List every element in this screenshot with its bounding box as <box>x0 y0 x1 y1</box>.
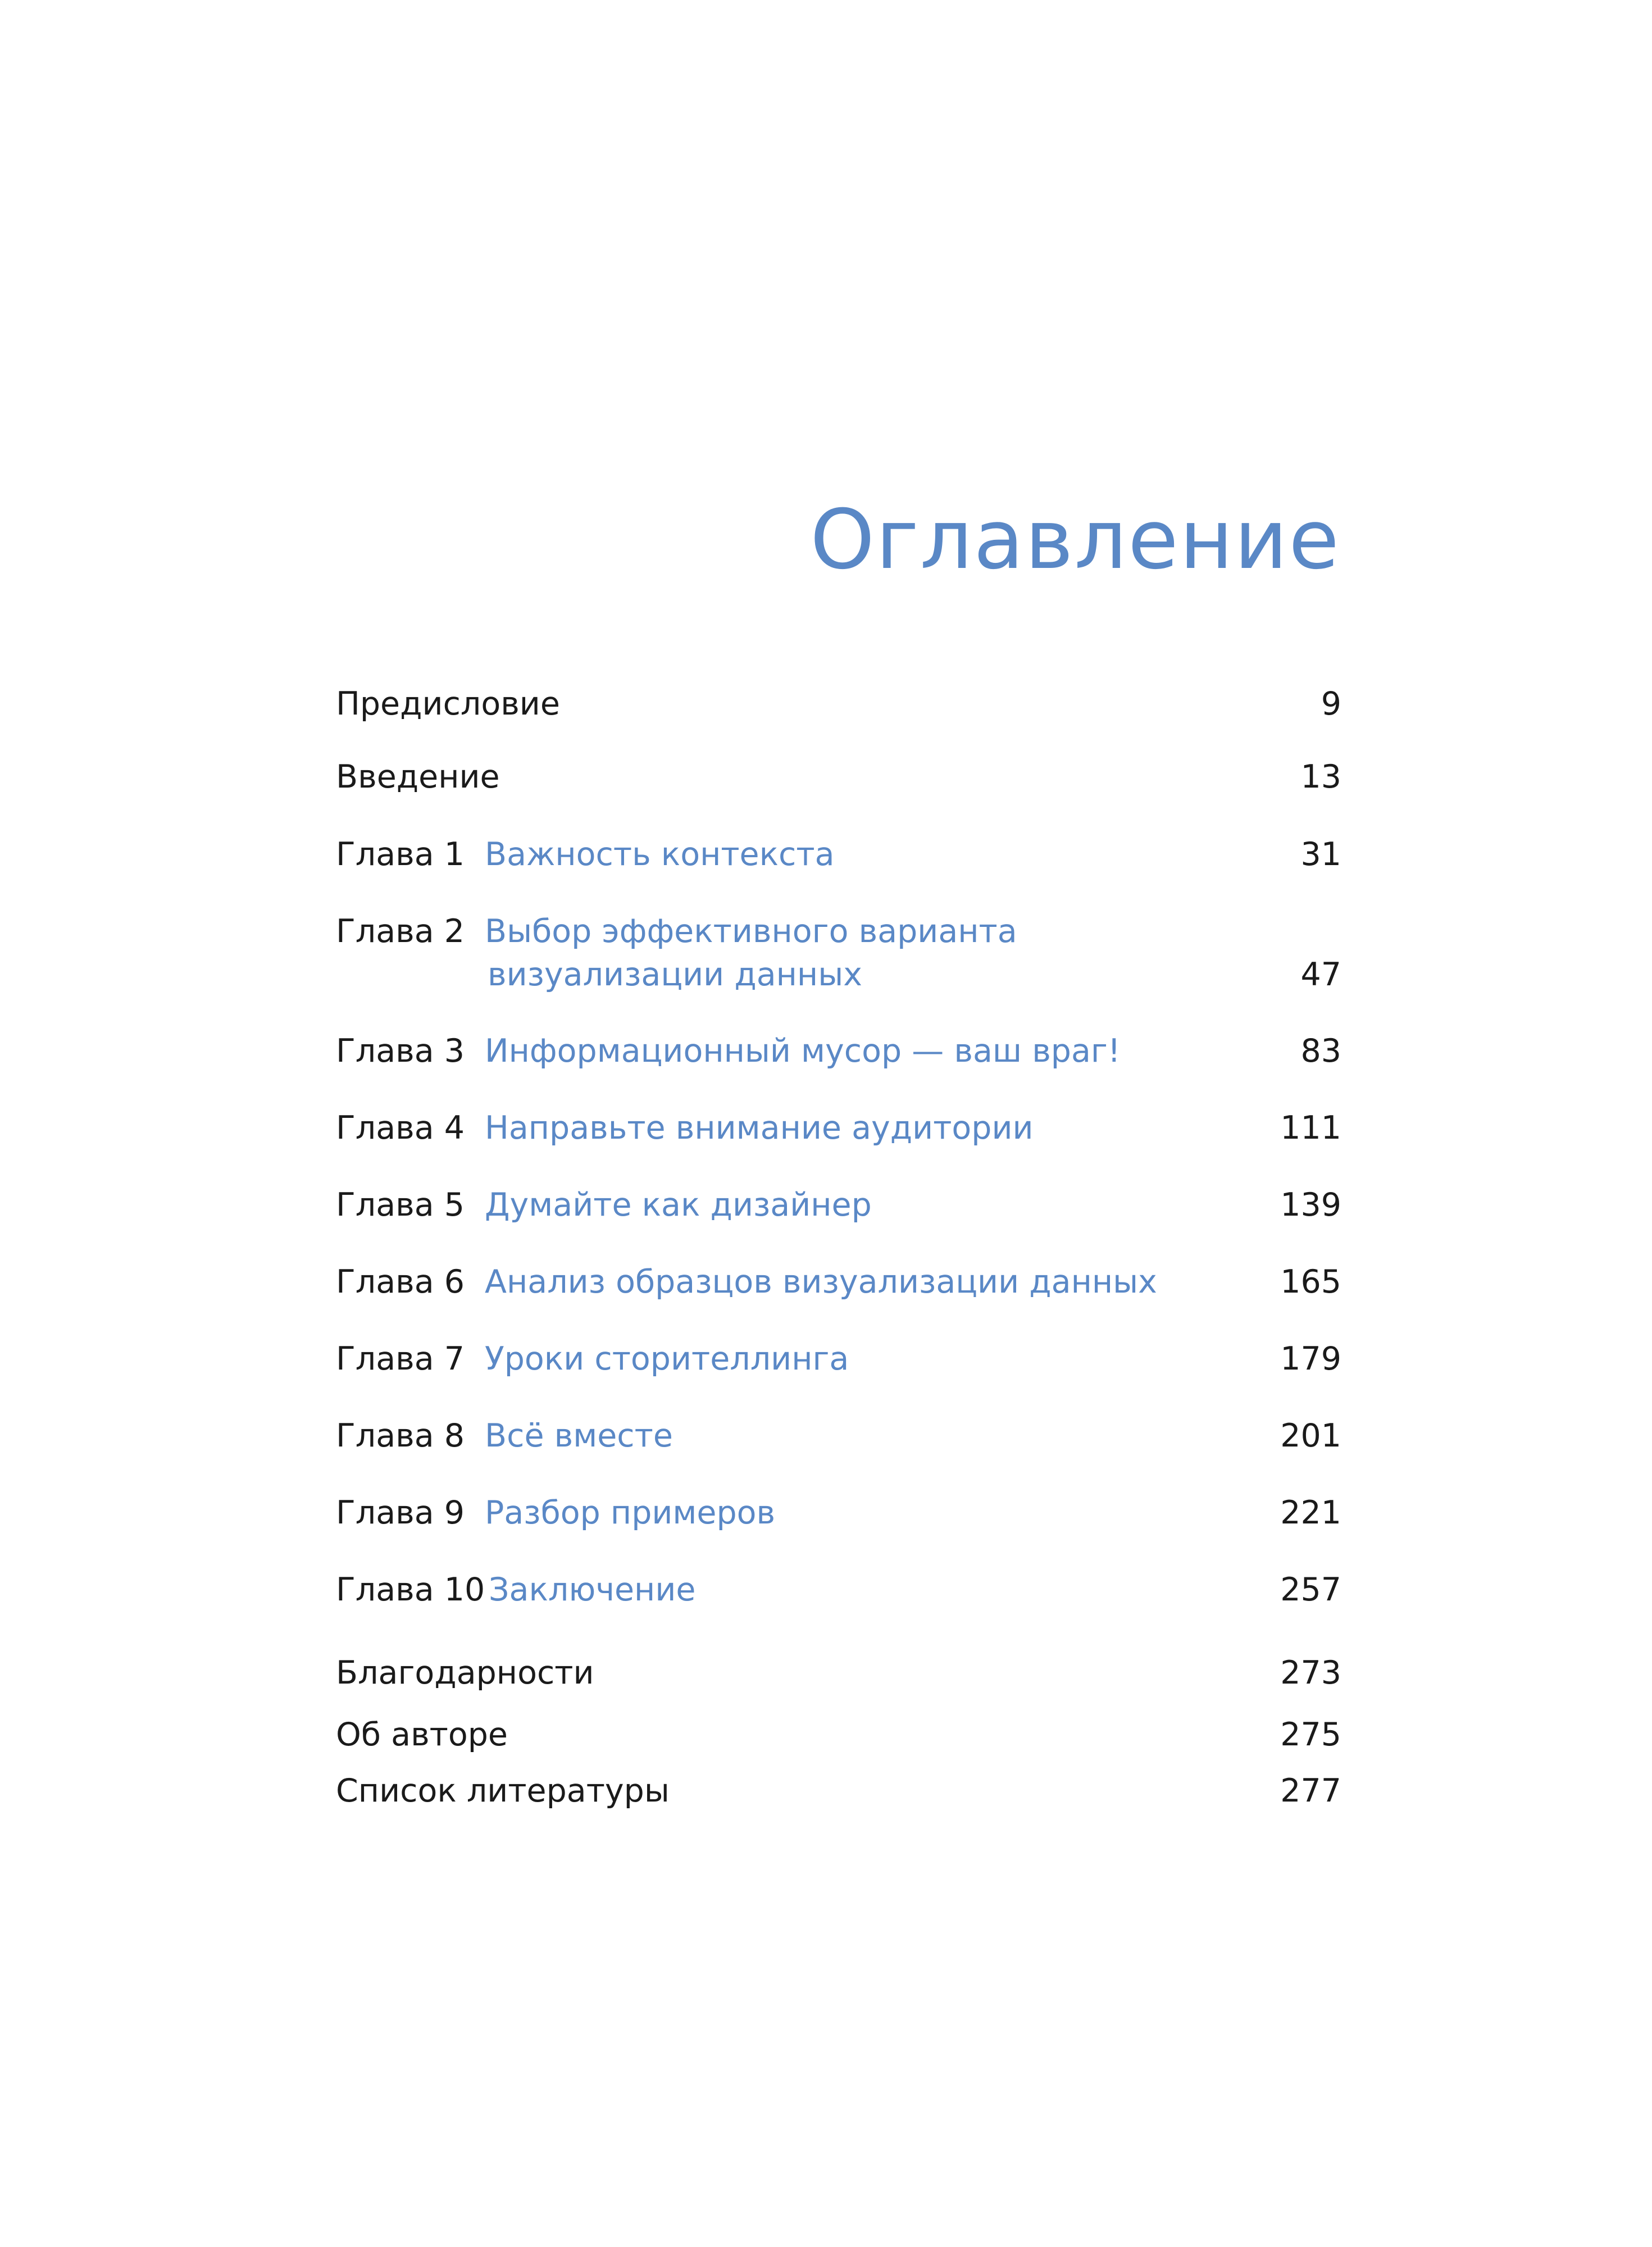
toc-entry-label: Список литературы <box>336 1772 670 1809</box>
toc-entry-page-number: 13 <box>1300 758 1341 795</box>
toc-entry-bibliography[interactable] <box>336 1772 1341 1820</box>
toc-chapter-label: Глава 1 <box>336 836 465 873</box>
toc-chapter-label: Глава 8 <box>336 1417 465 1454</box>
toc-chapter-label: Глава 6 <box>336 1263 465 1300</box>
toc-entry-chapter-9[interactable] <box>336 1494 1341 1542</box>
toc-chapter-title: Направьте внимание аудитории <box>485 1109 1034 1147</box>
toc-entry-acknowledgements[interactable] <box>336 1654 1341 1702</box>
toc-entry-page-number: 83 <box>1300 1032 1341 1070</box>
toc-entry-page-number: 201 <box>1280 1417 1341 1454</box>
toc-entry-page-number: 277 <box>1280 1772 1341 1809</box>
toc-chapter-label: Глава 2 <box>336 913 465 950</box>
toc-entry-page-number: 273 <box>1280 1654 1341 1691</box>
toc-chapter-title: Всё вместе <box>485 1417 673 1454</box>
toc-chapter-title: Анализ образцов визуализации данных <box>485 1263 1157 1300</box>
toc-chapter-label: Глава 5 <box>336 1186 465 1223</box>
toc-chapter-title: Уроки сторителлинга <box>485 1340 849 1377</box>
toc-entry-page-number: 9 <box>1321 685 1341 722</box>
toc-entry-preface[interactable] <box>336 685 1341 733</box>
toc-entry-chapter-2[interactable] <box>336 913 1341 1006</box>
toc-chapter-label: Глава 9 <box>336 1494 465 1531</box>
toc-entry-label: Предисловие <box>336 685 560 722</box>
toc-entry-page-number: 139 <box>1280 1186 1341 1223</box>
toc-entry-chapter-6[interactable] <box>336 1263 1341 1311</box>
toc-entry-label: Введение <box>336 758 500 795</box>
toc-entry-label: Благодарности <box>336 1654 594 1691</box>
toc-entry-page-number: 47 <box>1300 956 1341 993</box>
toc-chapter-title-line-2: визуализации данных <box>488 956 862 993</box>
toc-entry-page-number: 275 <box>1280 1716 1341 1753</box>
page-title: Оглавление <box>810 492 1340 588</box>
toc-entry-chapter-7[interactable] <box>336 1340 1341 1388</box>
toc-entry-page-number: 257 <box>1280 1571 1341 1608</box>
toc-entry-page-number: 111 <box>1280 1109 1341 1147</box>
toc-entry-chapter-1[interactable] <box>336 836 1341 884</box>
toc-entry-introduction[interactable] <box>336 758 1341 806</box>
toc-entry-page-number: 165 <box>1280 1263 1341 1300</box>
toc-chapter-title: Выбор эффективного варианта <box>485 913 1017 950</box>
toc-entry-page-number: 179 <box>1280 1340 1341 1377</box>
toc-entry-chapter-10[interactable] <box>336 1571 1341 1619</box>
toc-entry-page-number: 221 <box>1280 1494 1341 1531</box>
toc-entry-label: Об авторе <box>336 1716 508 1753</box>
toc-chapter-title: Думайте как дизайнер <box>485 1186 872 1223</box>
toc-chapter-label: Глава 10 <box>336 1571 485 1608</box>
toc-chapter-label: Глава 3 <box>336 1032 465 1070</box>
toc-chapter-title: Важность контекста <box>485 836 835 873</box>
toc-entry-chapter-5[interactable] <box>336 1186 1341 1234</box>
toc-entry-chapter-3[interactable] <box>336 1032 1341 1080</box>
toc-chapter-title: Информационный мусор — ваш враг! <box>485 1032 1121 1070</box>
toc-chapter-title: Разбор примеров <box>485 1494 776 1531</box>
toc-entry-chapter-8[interactable] <box>336 1417 1341 1465</box>
toc-entry-about-author[interactable] <box>336 1716 1341 1764</box>
toc-chapter-label: Глава 4 <box>336 1109 465 1147</box>
toc-chapter-label: Глава 7 <box>336 1340 465 1377</box>
toc-entry-chapter-4[interactable] <box>336 1109 1341 1157</box>
toc-entry-page-number: 31 <box>1300 836 1341 873</box>
toc-chapter-title: Заключение <box>489 1571 696 1608</box>
